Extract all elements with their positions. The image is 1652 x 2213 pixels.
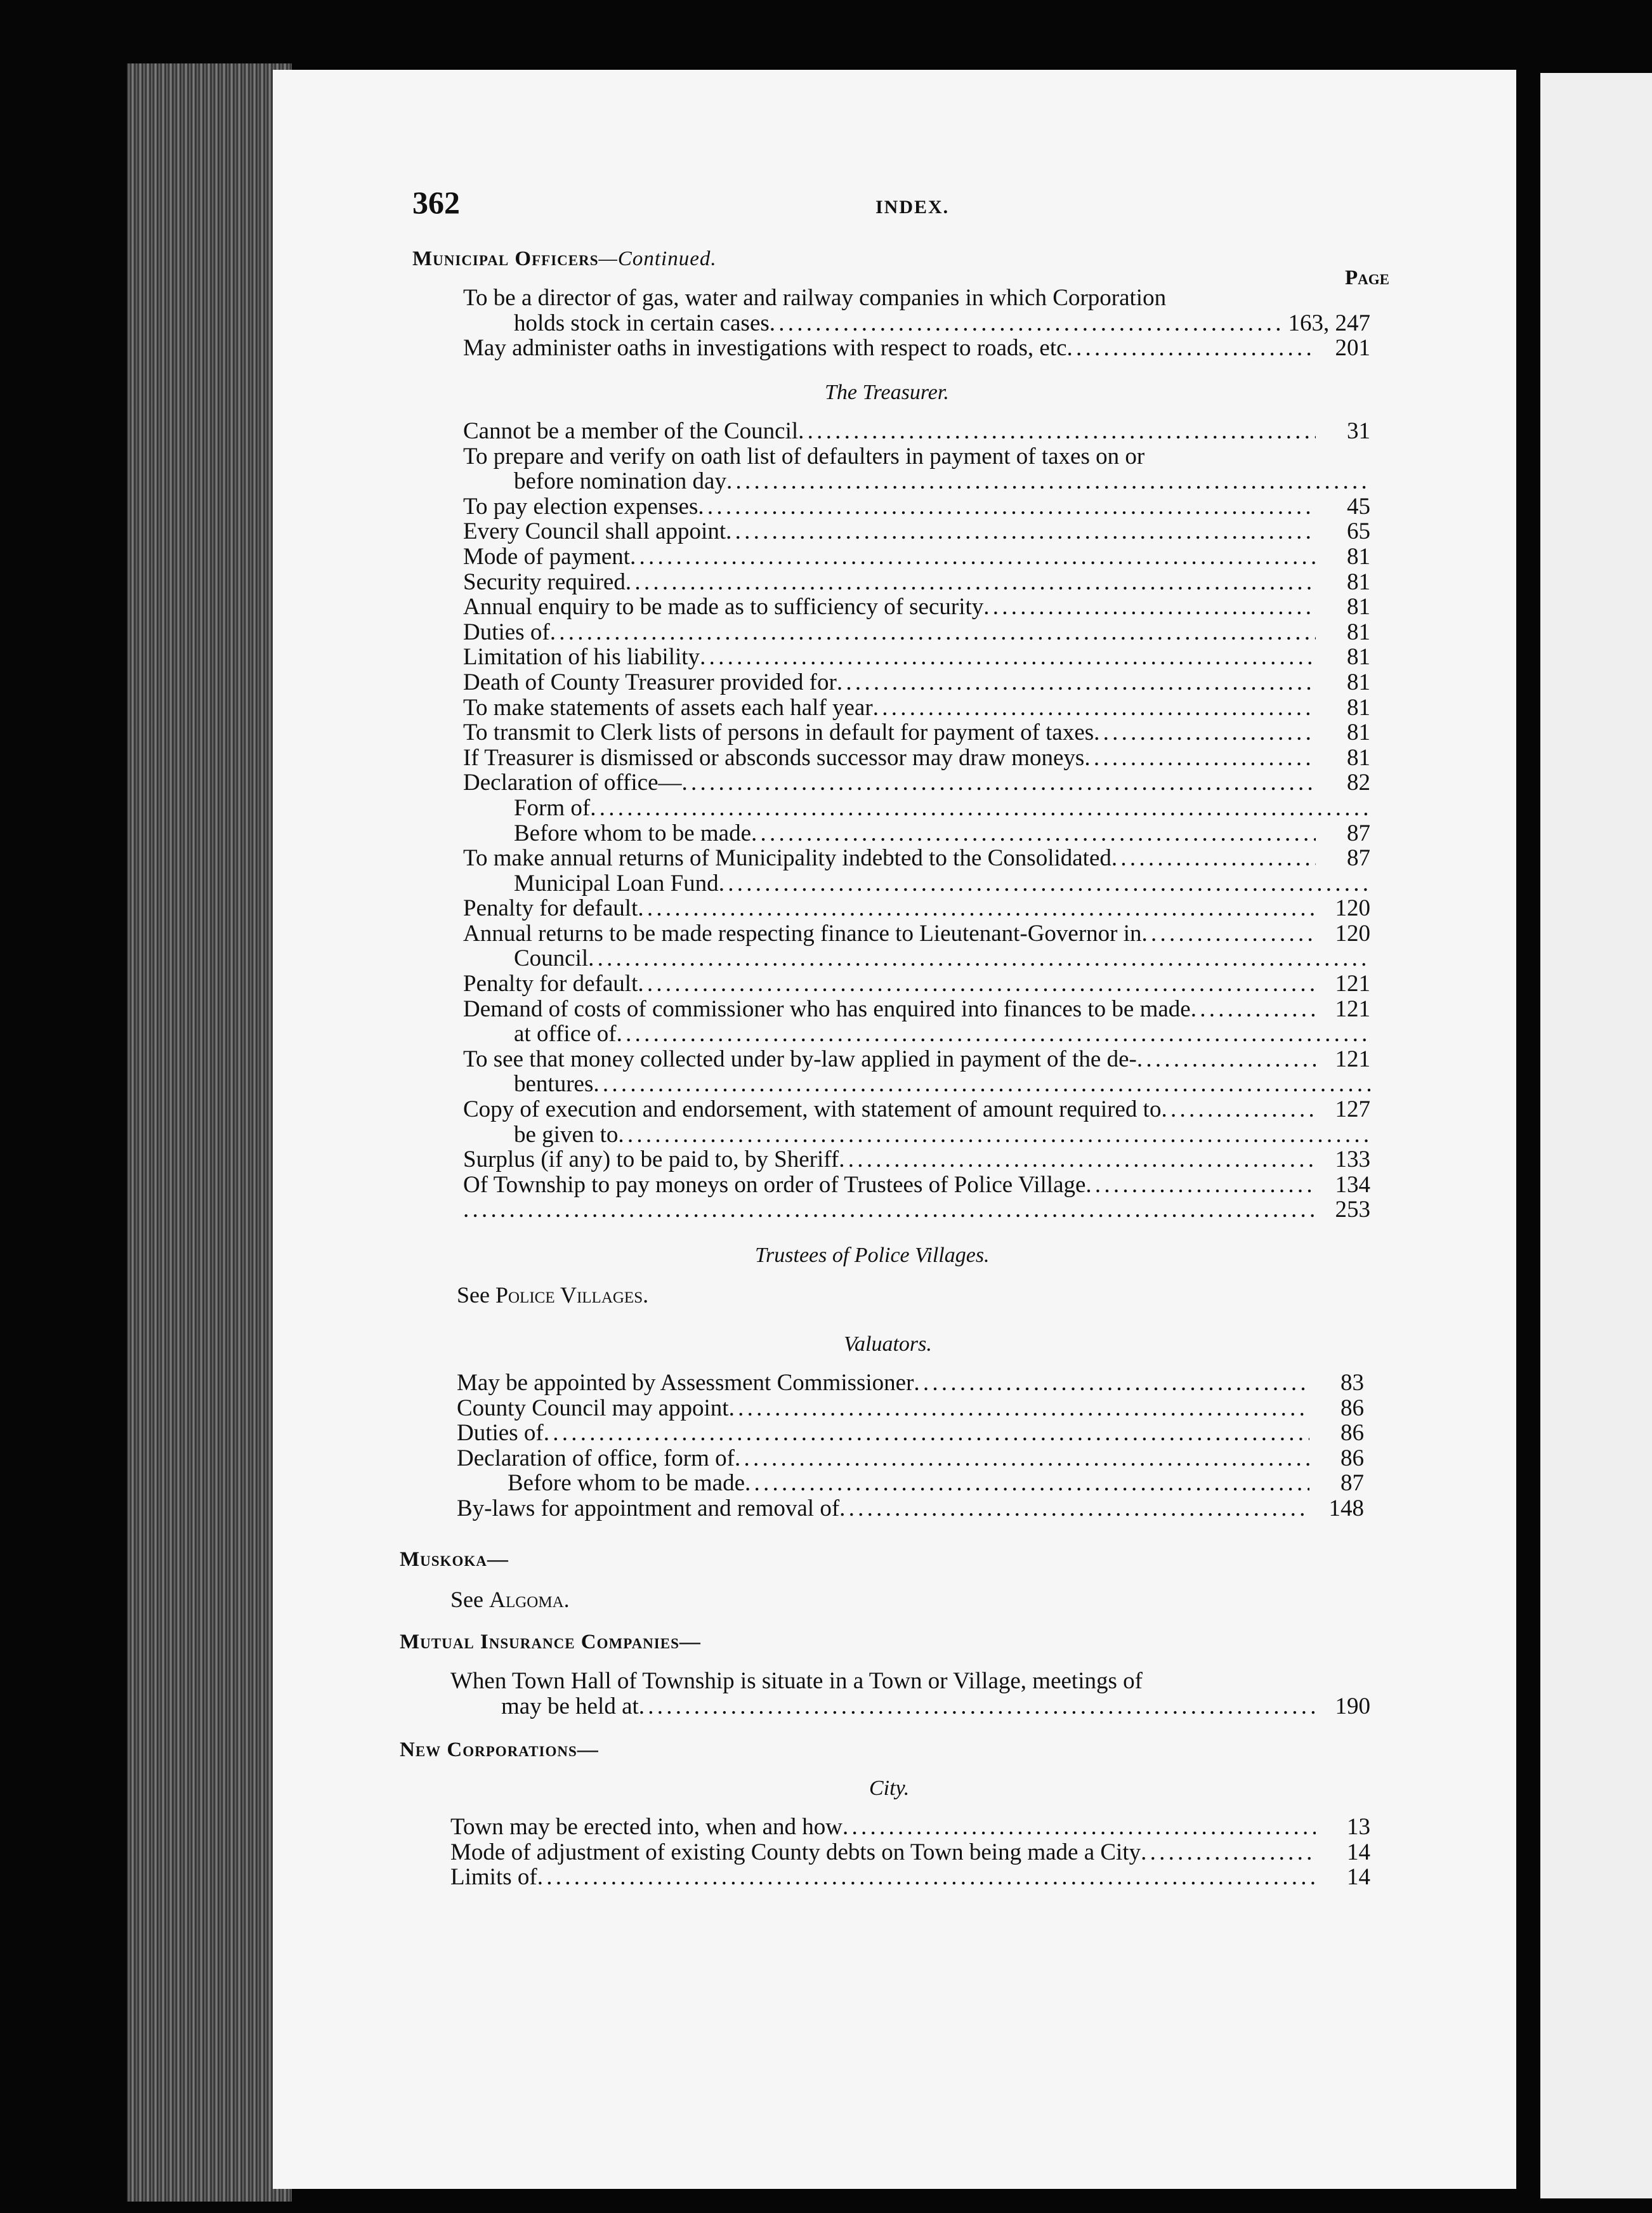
entry-text: Before whom to be made: [508, 1470, 745, 1497]
index-entry: [463, 1172, 1370, 1198]
mutual-insurance-entries: [450, 1669, 1370, 1719]
entry-text: Penalty for default: [463, 895, 638, 922]
index-entry: [463, 971, 1370, 997]
dot-leader: [1067, 336, 1316, 361]
entry-text: at office of: [514, 1021, 617, 1047]
entry-text: To make statements of assets each half year: [463, 694, 873, 721]
dot-leader: [1094, 720, 1316, 745]
section-heading-municipal-officers: Municipal Officers—Continued.: [412, 247, 717, 270]
entry-page-number: 81: [1347, 619, 1370, 645]
dot-leader: [735, 1446, 1309, 1471]
dot-leader: [1142, 921, 1316, 947]
entry-text: To see that money collected under by-law applied in payment of the de-: [463, 1046, 1137, 1072]
entry-text: If Treasurer is dismissed or absconds successor may draw moneys: [463, 744, 1085, 771]
entry-page-number: 13: [1347, 1814, 1370, 1840]
index-entry: [463, 896, 1370, 921]
dot-leader: [682, 770, 1316, 796]
sub-heading-valuators: Valuators.: [844, 1332, 932, 1356]
dot-leader: [537, 1865, 1316, 1890]
dot-leader: [588, 946, 1370, 971]
dot-leader: [590, 796, 1370, 821]
new-corporations-entries: [450, 1815, 1370, 1890]
index-entry: [463, 620, 1370, 645]
entry-page-number: 81: [1347, 594, 1370, 621]
list-item: [463, 336, 1370, 361]
entry-text: May be appointed by Assessment Commissioner: [457, 1370, 914, 1396]
section-heading-new-corporations: New Corporations—: [400, 1738, 599, 1761]
index-entry: [450, 1694, 1370, 1719]
dot-leader: [770, 311, 1285, 336]
entry-page-number: 190: [1335, 1693, 1370, 1719]
entry-page-number: 120: [1335, 920, 1370, 947]
index-entry: [457, 1396, 1364, 1421]
index-entry: [463, 1147, 1370, 1172]
dot-leader: [719, 871, 1370, 896]
index-entry: [463, 770, 1370, 796]
dot-leader: [1137, 1047, 1316, 1072]
section-heading-mutual-insurance: Mutual Insurance Companies—: [400, 1631, 701, 1653]
index-entry: [450, 1865, 1370, 1890]
index-entry: [463, 720, 1370, 745]
index-entry: [457, 1471, 1364, 1496]
entry-page-number: 86: [1341, 1420, 1364, 1447]
list-item: [463, 311, 1370, 336]
entry-page-number: 81: [1347, 543, 1370, 570]
entry-text: Mode of adjustment of existing County debts on Town being made a City: [450, 1839, 1141, 1865]
index-entry: [450, 1840, 1370, 1865]
entry-page-number: 83: [1341, 1370, 1364, 1396]
index-entry: [463, 1047, 1370, 1072]
entry-text: Town may be erected into, when and how: [450, 1814, 842, 1840]
index-entry: [463, 519, 1370, 544]
index-entry: [463, 419, 1370, 444]
entry-text: before nomination day: [514, 468, 726, 495]
index-entry: [463, 821, 1370, 846]
entry-page-number: 82: [1347, 770, 1370, 796]
index-entry: [463, 846, 1370, 871]
entry-text: Of Township to pay moneys on order of Trustees of Police Village: [463, 1171, 1086, 1198]
dot-leader: [1085, 1172, 1316, 1198]
entry-text: Surplus (if any) to be paid to, by Sheriff: [463, 1146, 839, 1173]
entry-page-number: 81: [1347, 669, 1370, 695]
entry-text: To transmit to Clerk lists of persons in default for payment of taxes: [463, 719, 1094, 746]
dot-leader: [638, 896, 1316, 921]
entry-page-number: 81: [1347, 719, 1370, 746]
page-number: 362: [412, 185, 460, 220]
dot-leader: [1111, 846, 1316, 871]
entry-page-number: 87: [1341, 1470, 1364, 1497]
entry-text: Declaration of office, form of: [457, 1445, 735, 1471]
entry-text: bentures: [514, 1071, 594, 1098]
entry-text: To pay election expenses: [463, 493, 698, 520]
dot-leader: [639, 1694, 1316, 1719]
entry-text: Annual enquiry to be made as to sufficiency of security: [463, 594, 984, 621]
index-entry: [463, 594, 1370, 620]
dot-leader: [544, 1421, 1309, 1446]
running-head: INDEX.: [875, 197, 950, 218]
dot-leader: [798, 419, 1316, 444]
index-entry: [450, 1815, 1370, 1840]
dot-leader: [593, 1072, 1370, 1097]
dot-leader: [700, 645, 1316, 670]
dot-leader: [914, 1370, 1309, 1396]
entry-text: Annual returns to be made respecting finance to Lieutenant-Governor in: [463, 920, 1142, 947]
dot-leader: [630, 544, 1316, 570]
index-entry: [463, 544, 1370, 570]
valuators-entries: [457, 1370, 1364, 1521]
dot-leader: [729, 1396, 1309, 1421]
entry-page-number: 86: [1341, 1445, 1364, 1471]
entry-text: To be a director of gas, water and railway companies in which Corporation: [463, 285, 1167, 311]
entry-page-number: 14: [1347, 1839, 1370, 1865]
dot-leader: [1161, 1097, 1316, 1122]
sub-heading-treasurer: The Treasurer.: [825, 381, 949, 404]
dot-leader: [726, 519, 1316, 544]
municipal-officers-top-entries: [463, 286, 1370, 361]
page-column-label: Page: [1345, 266, 1389, 289]
index-entry: [463, 921, 1370, 947]
index-entry: [457, 1421, 1364, 1446]
entry-text: Before whom to be made: [514, 820, 751, 846]
dot-leader: [550, 620, 1316, 645]
dot-leader: [726, 469, 1370, 494]
entry-page-number: 31: [1347, 418, 1370, 444]
entry-text: Every Council shall appoint: [463, 518, 726, 545]
index-entry: [463, 645, 1370, 670]
entry-text: May administer oaths in investigations with respect to roads, etc: [463, 335, 1067, 362]
sub-heading-trustees: Trustees of Police Villages.: [755, 1244, 990, 1267]
entry-page-number: 133: [1335, 1146, 1370, 1173]
page-header: [412, 184, 1465, 235]
entry-text: be given to: [514, 1121, 619, 1148]
dot-leader: [1191, 997, 1316, 1022]
index-entry: [463, 570, 1370, 595]
index-entry: [463, 695, 1370, 721]
index-entry: [463, 997, 1370, 1022]
dot-leader: [1084, 745, 1316, 771]
treasurer-entries: [463, 419, 1370, 1223]
index-entry: [457, 1370, 1364, 1396]
entry-page-number: 87: [1347, 845, 1370, 872]
entry-text: holds stock in certain cases: [514, 310, 770, 336]
dot-leader: [618, 1122, 1370, 1148]
index-entry: [463, 1197, 1370, 1223]
entry-page-number: 134: [1335, 1171, 1370, 1198]
dot-leader: [617, 1021, 1370, 1047]
entry-page-number: 81: [1347, 744, 1370, 771]
entry-text: Declaration of office—: [463, 770, 682, 796]
entry-text: Municipal Loan Fund: [514, 870, 719, 896]
dot-leader: [842, 1815, 1316, 1840]
entry-text: To prepare and verify on oath list of defaulters in payment of taxes on or: [463, 443, 1145, 470]
entry-text: To make annual returns of Municipality indebted to the Consolidated: [463, 845, 1111, 872]
entry-page-number: 253: [1335, 1197, 1370, 1223]
dot-leader: [873, 695, 1316, 721]
dot-leader: [839, 1496, 1309, 1521]
entry-text: Death of County Treasurer provided for: [463, 669, 837, 695]
sub-heading-city: City.: [869, 1776, 910, 1800]
index-entry: [450, 1669, 1370, 1694]
entry-page-number: 14: [1347, 1864, 1370, 1891]
entry-page-number: 148: [1328, 1495, 1364, 1521]
index-entry: [463, 745, 1370, 771]
dot-leader: [839, 1147, 1316, 1172]
see-reference-police-villages: See Police Villages.: [457, 1282, 649, 1308]
index-entry: [457, 1496, 1364, 1521]
entry-text: Form of: [514, 794, 591, 821]
dot-leader: [698, 494, 1316, 520]
facing-page: [1540, 73, 1652, 2198]
index-page: [273, 70, 1516, 2189]
dot-leader: [626, 570, 1316, 595]
entry-page-number: 81: [1347, 568, 1370, 595]
entry-text: Penalty for default: [463, 971, 638, 997]
entry-page-number: 86: [1341, 1395, 1364, 1421]
entry-page-number: 81: [1347, 644, 1370, 671]
entry-page-number: 121: [1335, 971, 1370, 997]
list-item: [463, 286, 1370, 311]
entry-page-number: 127: [1335, 1096, 1370, 1123]
entry-text: Duties of: [463, 619, 550, 645]
index-entry: [463, 946, 1370, 971]
entry-text: Mode of payment: [463, 543, 631, 570]
entry-text: Limitation of his liability: [463, 644, 700, 671]
book-page-edges: [127, 63, 292, 2202]
dot-leader: [745, 1471, 1309, 1496]
entry-text: By-laws for appointment and removal of: [457, 1495, 840, 1521]
index-entry: [463, 444, 1370, 470]
index-entry: [463, 469, 1370, 494]
entry-text: Security required: [463, 568, 626, 595]
entry-text: Limits of: [450, 1864, 537, 1891]
index-entry: [463, 1021, 1370, 1047]
index-entry: [463, 494, 1370, 520]
entry-text: Duties of: [457, 1420, 544, 1447]
section-heading-muskoka: Muskoka—: [400, 1548, 509, 1571]
see-reference-algoma: See Algoma.: [450, 1587, 570, 1612]
dot-leader: [638, 971, 1316, 997]
entry-text: Copy of execution and endorsement, with statement of amount required to: [463, 1096, 1162, 1123]
dot-leader: [463, 1197, 1316, 1223]
entry-page-number: 81: [1347, 694, 1370, 721]
entry-page-number: 120: [1335, 895, 1370, 922]
entry-text: may be held at: [501, 1693, 639, 1719]
dot-leader: [837, 670, 1316, 695]
index-entry: [457, 1446, 1364, 1471]
entry-text: Council: [514, 945, 589, 972]
index-entry: [463, 1122, 1370, 1148]
index-entry: [463, 670, 1370, 695]
index-entry: [463, 796, 1370, 821]
dot-leader: [1141, 1840, 1316, 1865]
entry-text: When Town Hall of Township is situate in a Town or Village, meetings of: [450, 1668, 1143, 1694]
index-entry: [463, 1072, 1370, 1097]
entry-page-number: 65: [1347, 518, 1370, 545]
entry-page-number: 121: [1335, 1046, 1370, 1072]
entry-page-number: 45: [1347, 493, 1370, 520]
entry-page-number: 87: [1347, 820, 1370, 846]
entry-text: Demand of costs of commissioner who has enquired into finances to be made: [463, 995, 1191, 1022]
entry-text: Cannot be a member of the Council: [463, 418, 799, 444]
entry-text: County Council may appoint: [457, 1395, 729, 1421]
dot-leader: [983, 594, 1316, 620]
entry-page-number: 201: [1335, 335, 1370, 362]
dot-leader: [751, 821, 1316, 846]
index-entry: [463, 1097, 1370, 1122]
index-entry: [463, 871, 1370, 896]
entry-page-number: 163, 247: [1288, 310, 1370, 336]
entry-page-number: 121: [1335, 995, 1370, 1022]
